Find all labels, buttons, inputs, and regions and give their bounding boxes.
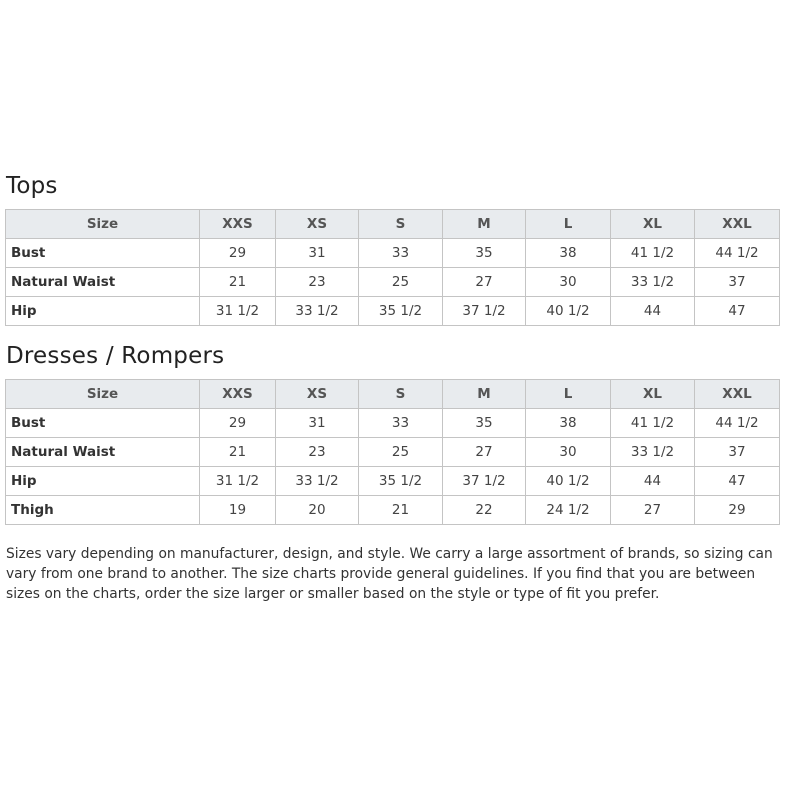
table-cell: 37 1/2 bbox=[443, 467, 526, 496]
table-cell: 23 bbox=[276, 438, 359, 467]
table-cell: 23 bbox=[276, 268, 359, 297]
table-cell: 27 bbox=[611, 496, 695, 525]
table-cell: 35 bbox=[443, 239, 526, 268]
dresses-section-title: Dresses / Rompers bbox=[6, 343, 225, 369]
column-header-size: Size bbox=[6, 380, 200, 409]
table-cell: 37 1/2 bbox=[443, 297, 526, 326]
table-cell: 21 bbox=[200, 268, 276, 297]
table-cell: 44 bbox=[611, 297, 695, 326]
table-cell: 47 bbox=[695, 297, 780, 326]
column-header-xl: XL bbox=[611, 210, 695, 239]
table-cell: 29 bbox=[200, 239, 276, 268]
table-cell: 30 bbox=[526, 438, 611, 467]
table-cell: 33 1/2 bbox=[611, 438, 695, 467]
table-cell: 33 bbox=[359, 409, 443, 438]
row-label: Natural Waist bbox=[6, 438, 200, 467]
table-cell: 27 bbox=[443, 438, 526, 467]
dresses-size-table bbox=[5, 379, 780, 525]
row-label: Hip bbox=[6, 297, 200, 326]
table-cell: 22 bbox=[443, 496, 526, 525]
column-header-size: Size bbox=[6, 210, 200, 239]
table-cell: 44 bbox=[611, 467, 695, 496]
column-header-m: M bbox=[443, 210, 526, 239]
tops-size-table bbox=[5, 209, 780, 326]
table-cell: 35 1/2 bbox=[359, 297, 443, 326]
table-cell: 44 1/2 bbox=[695, 409, 780, 438]
table-cell: 41 1/2 bbox=[611, 409, 695, 438]
column-header-xxs: XXS bbox=[200, 380, 276, 409]
table-cell: 35 bbox=[443, 409, 526, 438]
table-cell: 38 bbox=[526, 409, 611, 438]
column-header-l: L bbox=[526, 380, 611, 409]
table-cell: 29 bbox=[695, 496, 780, 525]
table-cell: 35 1/2 bbox=[359, 467, 443, 496]
row-label: Bust bbox=[6, 409, 200, 438]
table-cell: 47 bbox=[695, 467, 780, 496]
table-cell: 37 bbox=[695, 268, 780, 297]
row-label: Natural Waist bbox=[6, 268, 200, 297]
table-cell: 33 1/2 bbox=[611, 268, 695, 297]
table-row-hip bbox=[6, 467, 780, 496]
table-cell: 24 1/2 bbox=[526, 496, 611, 525]
table-cell: 40 1/2 bbox=[526, 467, 611, 496]
column-header-l: L bbox=[526, 210, 611, 239]
table-row-bust bbox=[6, 239, 780, 268]
tops-section-title: Tops bbox=[6, 173, 58, 199]
table-header-row bbox=[6, 380, 780, 409]
column-header-s: S bbox=[359, 210, 443, 239]
table-cell: 33 1/2 bbox=[276, 467, 359, 496]
column-header-xxl: XXL bbox=[695, 380, 780, 409]
table-cell: 25 bbox=[359, 438, 443, 467]
table-cell: 29 bbox=[200, 409, 276, 438]
column-header-xl: XL bbox=[611, 380, 695, 409]
table-cell: 31 1/2 bbox=[200, 467, 276, 496]
column-header-xs: XS bbox=[276, 210, 359, 239]
table-cell: 37 bbox=[695, 438, 780, 467]
table-cell: 41 1/2 bbox=[611, 239, 695, 268]
row-label: Bust bbox=[6, 239, 200, 268]
table-row-hip bbox=[6, 297, 780, 326]
row-label: Hip bbox=[6, 467, 200, 496]
column-header-m: M bbox=[443, 380, 526, 409]
table-cell: 31 bbox=[276, 239, 359, 268]
table-row-natural-waist bbox=[6, 438, 780, 467]
column-header-xxs: XXS bbox=[200, 210, 276, 239]
table-row-bust bbox=[6, 409, 780, 438]
table-cell: 25 bbox=[359, 268, 443, 297]
table-cell: 27 bbox=[443, 268, 526, 297]
table-cell: 33 bbox=[359, 239, 443, 268]
table-cell: 38 bbox=[526, 239, 611, 268]
row-label: Thigh bbox=[6, 496, 200, 525]
table-cell: 21 bbox=[200, 438, 276, 467]
table-cell: 21 bbox=[359, 496, 443, 525]
table-cell: 19 bbox=[200, 496, 276, 525]
column-header-xs: XS bbox=[276, 380, 359, 409]
table-cell: 30 bbox=[526, 268, 611, 297]
column-header-xxl: XXL bbox=[695, 210, 780, 239]
table-cell: 33 1/2 bbox=[276, 297, 359, 326]
table-cell: 31 1/2 bbox=[200, 297, 276, 326]
table-cell: 44 1/2 bbox=[695, 239, 780, 268]
table-cell: 20 bbox=[276, 496, 359, 525]
table-header-row bbox=[6, 210, 780, 239]
table-cell: 31 bbox=[276, 409, 359, 438]
column-header-s: S bbox=[359, 380, 443, 409]
table-row-thigh bbox=[6, 496, 780, 525]
sizing-note: Sizes vary depending on manufacturer, design, and style. We carry a large assortment of brands, so sizing can vary from one brand to another. The size charts provide general guidelines. If you find that you are between sizes on the charts, order the size larger or smaller based on the style or type of fit you prefer. bbox=[6, 546, 773, 602]
table-row-natural-waist bbox=[6, 268, 780, 297]
table-cell: 40 1/2 bbox=[526, 297, 611, 326]
